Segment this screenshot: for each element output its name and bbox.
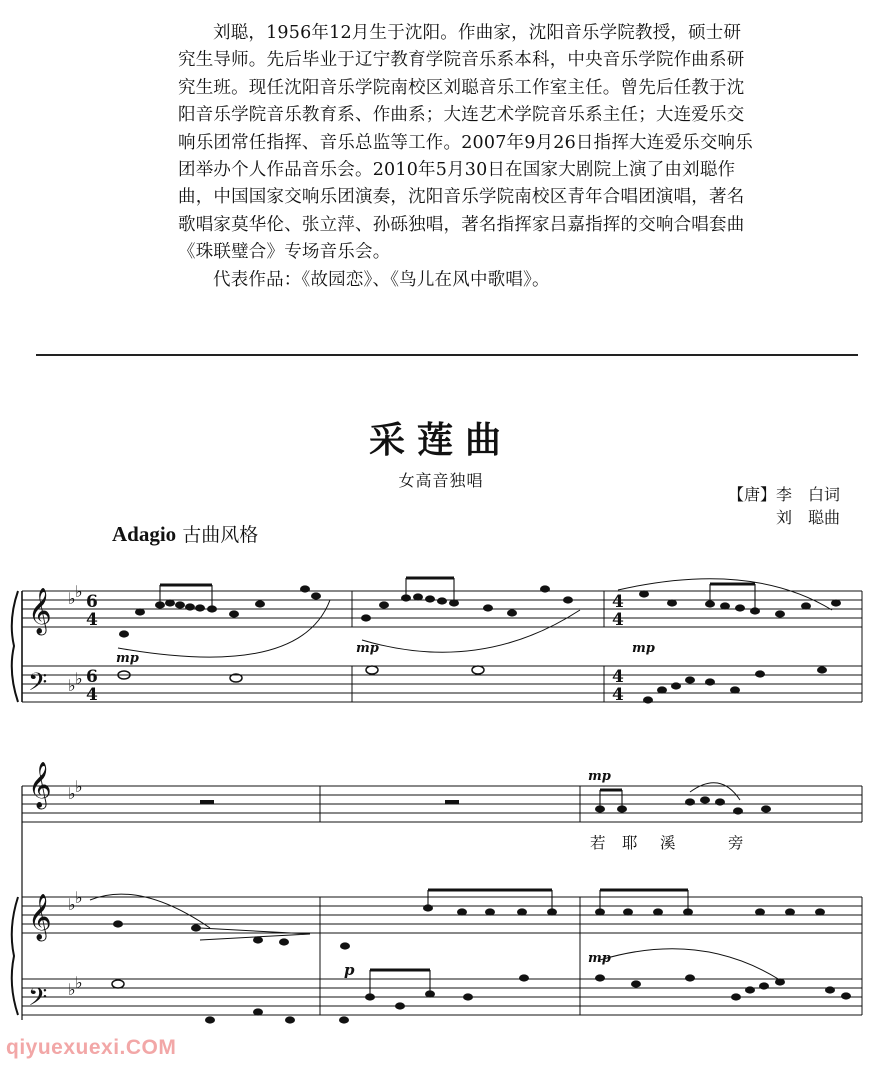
biography-paragraph-2: 代表作品：《故园恋》、《鸟儿在风中歌唱》。 (213, 269, 550, 290)
svg-text:♭: ♭ (75, 582, 83, 601)
staff-system1-bass (22, 666, 862, 702)
lyricist-credit: 【唐】李 白词 (727, 485, 840, 504)
biography-paragraph-1: 刘聪，1956年12月生于沈阳。作曲家，沈阳音乐学院教授，硕士研究生导师。先后毕业于辽宁教育学院音乐系本科，中央音乐学院作曲系研究生班。现任沈阳音乐学院南校区刘聪音乐工作室主任。曾先后任教于沈阳音乐学院音乐教育系、作曲系；大连艺术学院音乐系主任；大连爱乐交响乐团常任指挥、音乐总监等工作。2007年9月26日指挥大连爱乐交响乐团举办个人作品音乐会。2010年5月30日在国家大剧院上演了由刘聪作曲，中国国家交响乐团演奏，沈阳音乐学院南校区青年合唱团演唱，著名歌唱家莫华伦、张立萍、孙砾独唱，著名指挥家吕嘉指挥的交响合唱套曲《珠联璧合》专场音乐会。 (178, 23, 753, 263)
lyric-char-3: 溪 (660, 834, 676, 852)
section-divider (36, 354, 858, 356)
svg-text:♭: ♭ (75, 973, 83, 992)
svg-text:♭: ♭ (68, 784, 76, 803)
staff-system2-voice (22, 786, 862, 822)
dynamic-mark-6: mp (588, 951, 611, 966)
staff-system2-treble (22, 897, 862, 933)
site-watermark: qiyuexuexi.COM (6, 1036, 177, 1059)
svg-text:4: 4 (612, 685, 624, 705)
svg-text:𝄢: 𝄢 (28, 983, 48, 1018)
dynamic-mark-2: mp (356, 641, 379, 656)
tempo-style: 古曲风格 (182, 524, 259, 546)
dynamic-mark-4: mp (588, 769, 611, 784)
svg-text:♭: ♭ (68, 980, 76, 999)
svg-text:𝄞: 𝄞 (28, 894, 52, 940)
svg-text:4: 4 (612, 667, 624, 687)
composer-credit: 刘 聪曲 (775, 508, 840, 527)
svg-text:6: 6 (86, 592, 98, 612)
lyric-char-4: 旁 (728, 834, 744, 852)
svg-text:𝄢: 𝄢 (28, 668, 48, 703)
svg-text:𝄞: 𝄞 (28, 762, 52, 808)
svg-text:♭: ♭ (68, 895, 76, 914)
lyric-char-1: 若 (590, 834, 606, 852)
song-subtitle: 女高音独唱 (398, 471, 484, 490)
svg-text:4: 4 (612, 610, 624, 630)
composer-biography (178, 20, 758, 294)
svg-text:4: 4 (86, 685, 98, 705)
svg-text:♭: ♭ (75, 777, 83, 796)
svg-text:♭: ♭ (68, 676, 76, 695)
tempo-mark: Adagio (112, 522, 177, 546)
music-score (0, 540, 882, 1040)
svg-text:4: 4 (612, 592, 624, 612)
svg-text:♭: ♭ (75, 669, 83, 688)
svg-text:6: 6 (86, 667, 98, 687)
svg-text:4: 4 (86, 610, 98, 630)
svg-text:𝄞: 𝄞 (28, 588, 52, 634)
svg-text:♭: ♭ (75, 888, 83, 907)
dynamic-mark-3: mp (632, 641, 655, 656)
lyric-char-2: 耶 (622, 834, 638, 852)
svg-text:♭: ♭ (68, 589, 76, 608)
dynamic-mark-5: p (344, 961, 355, 979)
song-title: 采莲曲 (368, 419, 513, 461)
dynamic-mark-1: mp (116, 651, 139, 666)
